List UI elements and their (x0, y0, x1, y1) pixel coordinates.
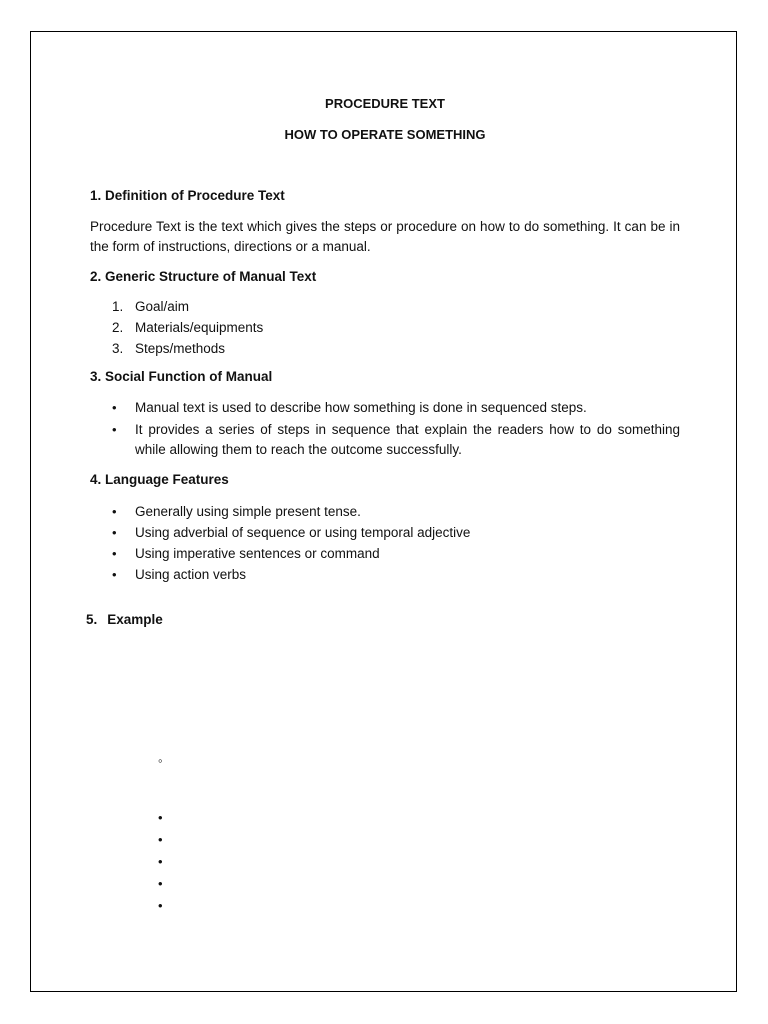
language-features-list (90, 502, 680, 586)
section-1-body: Procedure Text is the text which gives the steps or procedure on how to do something. It can be in the form of instructions, directions or a manual. (90, 219, 680, 254)
bullet: • (158, 876, 163, 891)
bullet: • (158, 810, 163, 825)
document-subtitle: HOW TO OPERATE SOMETHING (284, 127, 486, 142)
structure-list (90, 297, 680, 360)
bullet: • (158, 854, 163, 869)
list-item: • Generally using simple present tense. (112, 504, 361, 519)
section-2-heading: 2. Generic Structure of Manual Text (90, 269, 317, 284)
document-page (30, 31, 737, 992)
section-3-heading: 3. Social Function of Manual (90, 369, 273, 384)
list-item: • Using imperative sentences or command (112, 546, 380, 561)
hollow-bullet: ◦ (158, 753, 163, 768)
section-4-heading: 4. Language Features (90, 472, 229, 487)
list-item: • Using action verbs (112, 567, 247, 582)
bullet: • (158, 832, 163, 847)
list-item: • Manual text is used to describe how something is done in sequenced steps. (112, 400, 587, 415)
list-item: 3. Steps/methods (112, 341, 226, 356)
list-item: • It provides a series of steps in sequence that explain the readers how to do something while allowing them to reach the outcome successfully. (112, 422, 680, 457)
bullet: • (158, 898, 163, 913)
list-item: 1. Goal/aim (112, 299, 190, 314)
document-content (90, 94, 680, 586)
list-item: 2. Materials/equipments (112, 320, 264, 335)
section-1-heading: 1. Definition of Procedure Text (90, 188, 285, 203)
social-function-list (90, 398, 680, 460)
document-title: PROCEDURE TEXT (325, 96, 445, 111)
section-5-heading: 5. Example (86, 612, 163, 627)
list-item: • Using adverbial of sequence or using temporal adjective (112, 525, 471, 540)
